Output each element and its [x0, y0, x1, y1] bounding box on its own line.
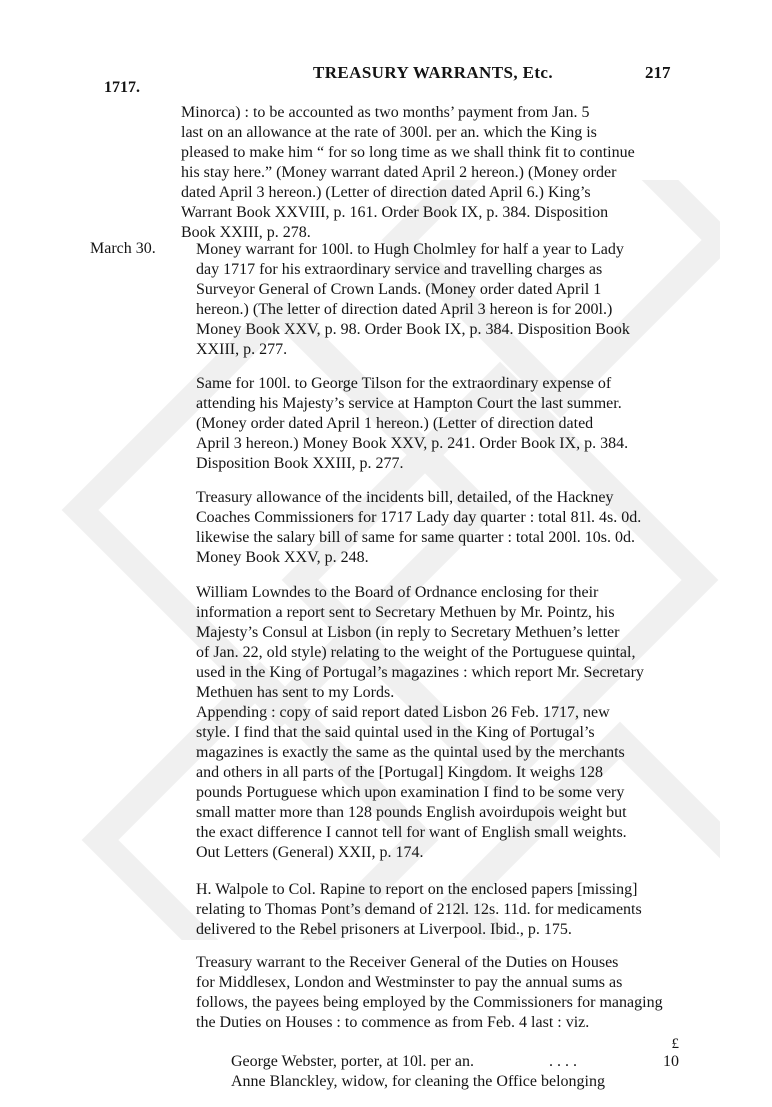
text-line: pounds Portuguese which upon examination I find to be some very	[196, 784, 625, 801]
entry-hackney	[181, 488, 679, 568]
text-line: Majesty’s Consul at Lisbon (in reply to Secretary Methuen’s letter	[196, 624, 620, 641]
text-line: Money Book XXV, p. 248.	[196, 549, 369, 566]
payees-table	[231, 1036, 679, 1092]
text-line: April 3 hereon.) Money Book XXV, p. 241. Order Book IX, p. 384.	[196, 435, 629, 452]
text-line: Out Letters (General) XXII, p. 174.	[196, 844, 424, 861]
text-line: day 1717 for his extraordinary service and travelling charges as	[196, 261, 603, 278]
text-line: Book XXIII, p. 278.	[181, 224, 311, 241]
text-line: Same for 100l. to George Tilson for the extraordinary expense of	[196, 375, 612, 392]
text-line: delivered to the Rebel prisoners at Liverpool. Ibid., p. 175.	[196, 921, 572, 938]
text-line: (Money order dated April 1 hereon.) (Letter of direction dated	[196, 415, 594, 432]
payee-label: Anne Blanckley, widow, for cleaning the Office belonging	[231, 1073, 605, 1090]
entry-lowndes	[181, 583, 679, 703]
entry-walpole	[181, 880, 679, 940]
text-line: style. I find that the said quintal used in the King of Portugal’s	[196, 724, 595, 741]
text-line: Minorca) : to be accounted as two months’ payment from Jan. 5	[181, 104, 590, 121]
running-head: TREASURY WARRANTS, Etc.	[313, 63, 554, 82]
text-line: the exact difference I cannot tell for want of English small weights.	[196, 824, 627, 841]
text-line: his stay here.” (Money warrant dated April 2 hereon.) (Money order	[181, 164, 617, 181]
text-line: Appending : copy of said report dated Lisbon 26 Feb. 1717, new	[196, 704, 610, 721]
text-line: Coaches Commissioners for 1717 Lady day quarter : total 81l. 4s. 0d.	[196, 509, 642, 526]
text-line: Disposition Book XXIII, p. 277.	[196, 455, 404, 472]
text-line: H. Walpole to Col. Rapine to report on the enclosed papers [missing]	[196, 881, 638, 898]
text-line: Money warrant for 100l. to Hugh Cholmley for half a year to Lady	[196, 241, 624, 258]
text-line: Surveyor General of Crown Lands. (Money order dated April 1	[196, 281, 602, 298]
page-number: 217	[645, 63, 671, 82]
text-line: likewise the salary bill of same for same quarter : total 200l. 10s. 0d.	[196, 529, 635, 546]
entry-houses	[181, 953, 679, 1033]
text-line: used in the King of Portugal’s magazines : which report Mr. Secretary	[196, 664, 644, 681]
text-line: information a report sent to Secretary Methuen by Mr. Pointz, his	[196, 604, 615, 621]
table-row	[231, 1072, 679, 1092]
text-line: pleased to make him “ for so long time as we shall think fit to continue	[181, 144, 635, 161]
text-line: Treasury warrant to the Receiver General of the Duties on Houses	[196, 954, 619, 971]
text-line: the Duties on Houses : to commence as from Feb. 4 last : viz.	[196, 1014, 590, 1031]
text-line: hereon.) (The letter of direction dated April 3 hereon is for 200l.)	[196, 301, 613, 318]
text-line: dated April 3 hereon.) (Letter of direction dated April 6.) King’s	[181, 184, 591, 201]
payee-label: George Webster, porter, at 10l. per an.	[231, 1053, 474, 1070]
entry-date: March 30.	[90, 240, 156, 257]
entry-tilson	[181, 374, 679, 474]
text-line: follows, the payees being employed by the Commissioners for managing	[196, 994, 663, 1011]
text-line: Methuen has sent to my Lords.	[196, 684, 395, 701]
text-line: Treasury allowance of the incidents bill, detailed, of the Hackney	[196, 489, 614, 506]
currency-header: £	[671, 1036, 679, 1052]
entry-cholmley	[181, 240, 679, 360]
margin-year: 1717.	[104, 79, 140, 96]
payee-amount: 10	[663, 1053, 679, 1070]
text-line: of Jan. 22, old style) relating to the weight of the Portuguese quintal,	[196, 644, 636, 661]
text-line: small matter more than 128 pounds English avoirdupois weight but	[196, 804, 627, 821]
text-line: XXIII, p. 277.	[196, 341, 288, 358]
entry-continuation	[181, 103, 679, 243]
text-line: relating to Thomas Pont’s demand of 212l. 12s. 11d. for medicaments	[196, 901, 642, 918]
leader-dots: . . . .	[549, 1053, 577, 1070]
text-line: last on an allowance at the rate of 300l. per an. which the King is	[181, 124, 597, 141]
text-line: attending his Majesty’s service at Hampton Court the last summer.	[196, 395, 622, 412]
entry-appending	[181, 703, 679, 863]
text-line: William Lowndes to the Board of Ordnance enclosing for their	[196, 584, 599, 601]
text-line: for Middlesex, London and Westminster to pay the annual sums as	[196, 974, 623, 991]
text-line: Money Book XXV, p. 98. Order Book IX, p. 384. Disposition Book	[196, 321, 630, 338]
table-row	[231, 1052, 679, 1072]
text-line: and others in all parts of the [Portugal] Kingdom. It weighs 128	[196, 764, 604, 781]
text-line: magazines is exactly the same as the quintal used by the merchants	[196, 744, 625, 761]
text-line: Warrant Book XXVIII, p. 161. Order Book IX, p. 384. Disposition	[181, 204, 609, 221]
